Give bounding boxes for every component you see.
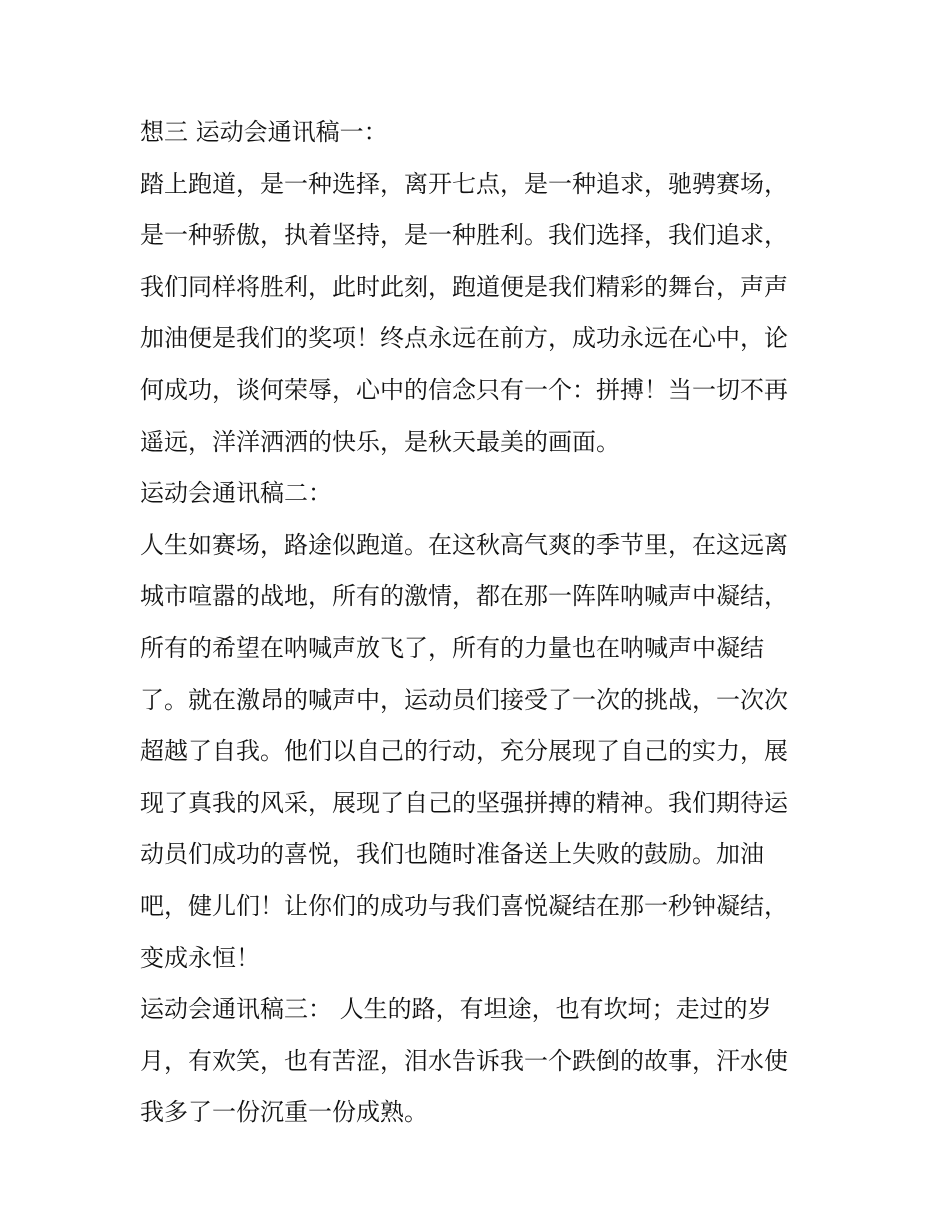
paragraph-line: 动员们成功的喜悦，我们也随时准备送上失败的鼓励。加油 — [140, 840, 764, 869]
paragraph-line: 何成功，谈何荣辱，心中的信念只有一个：拼搏！当一切不再 — [140, 375, 788, 404]
paragraph-line: 变成永恒！ — [140, 943, 260, 972]
paragraph-line: 我多了一份沉重一份成熟。 — [140, 1098, 428, 1127]
paragraph-line: 吧，健儿们！让你们的成功与我们喜悦凝结在那一秒钟凝结， — [140, 891, 788, 920]
document-body — [140, 107, 820, 1139]
paragraph-line: 遥远，洋洋洒洒的快乐，是秋天最美的画面。 — [140, 427, 620, 456]
paragraph-line: 所有的希望在呐喊声放飞了，所有的力量也在呐喊声中凝结 — [140, 633, 764, 662]
heading-line: 运动会通讯稿二： — [140, 479, 332, 508]
paragraph-line: 是一种骄傲，执着坚持，是一种胜利。我们选择，我们追求， — [140, 221, 788, 250]
heading-line: 运动会通讯稿三： 人生的路，有坦途，也有坎坷；走过的岁 — [140, 995, 772, 1024]
paragraph-line: 人生如赛场，路途似跑道。在这秋高气爽的季节里，在这远离 — [140, 530, 788, 559]
paragraph-line: 城市喧嚣的战地，所有的激情，都在那一阵阵呐喊声中凝结， — [140, 582, 788, 611]
heading-line: 想三 运动会通讯稿一： — [140, 118, 388, 146]
paragraph-line: 加油便是我们的奖项！终点永远在前方，成功永远在心中，论 — [140, 324, 788, 353]
paragraph-line: 月，有欢笑，也有苦涩，泪水告诉我一个跌倒的故事，汗水使 — [140, 1046, 788, 1075]
paragraph-line: 我们同样将胜利，此时此刻，跑道便是我们精彩的舞台，声声 — [140, 272, 788, 301]
paragraph-line: 了。就在激昂的喊声中，运动员们接受了一次的挑战，一次次 — [140, 685, 788, 714]
paragraph-line: 现了真我的风采，展现了自己的坚强拼搏的精神。我们期待运 — [140, 788, 788, 817]
paragraph-line: 超越了自我。他们以自己的行动，充分展现了自己的实力，展 — [140, 737, 788, 766]
paragraph-line: 踏上跑道，是一种选择，离开七点，是一种追求，驰骋赛场， — [140, 169, 788, 198]
